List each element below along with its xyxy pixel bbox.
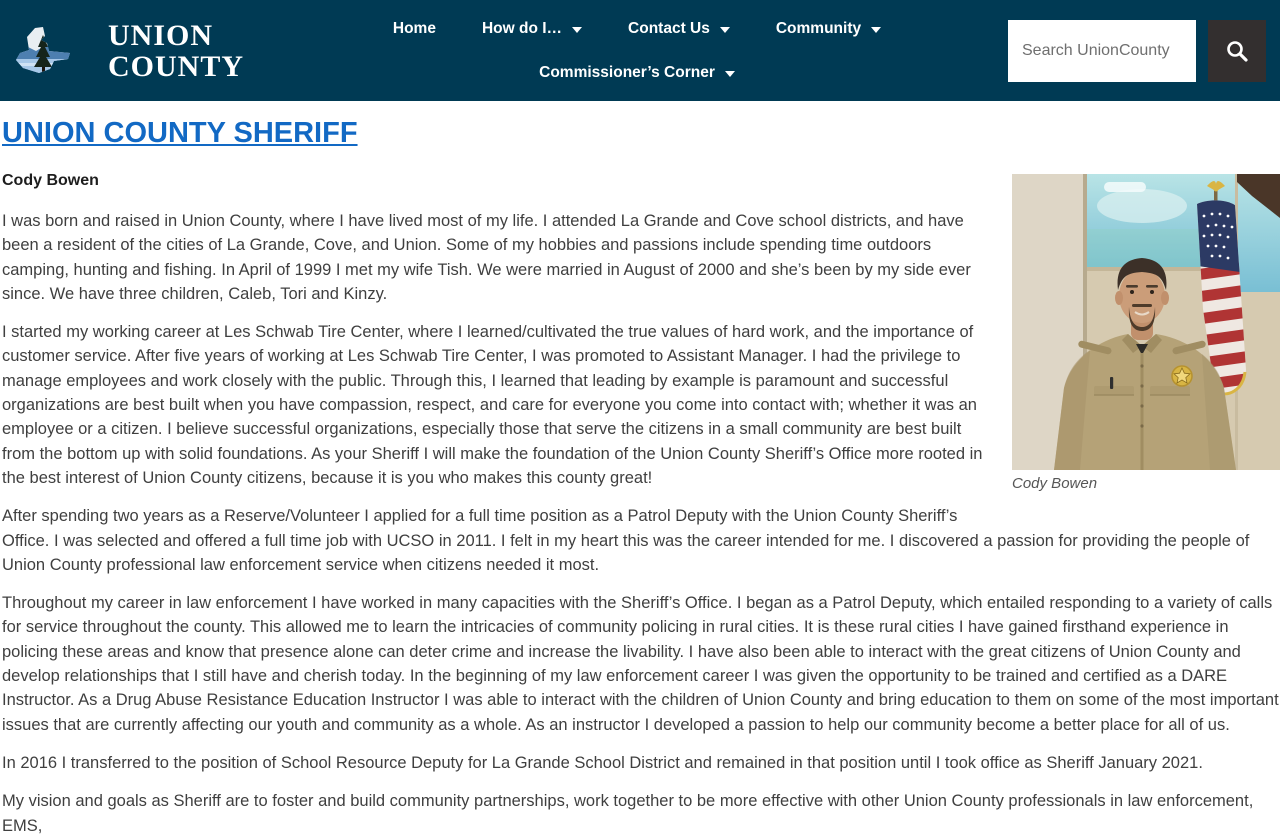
chevron-down-icon [871,27,881,33]
bio-paragraph: My vision and goals as Sheriff are to foster and build community partnerships, work together to be more effective with other Union County professionals in law enforcement, EMS, [2,792,1254,835]
site-title [108,20,244,82]
bio-paragraph: Throughout my career in law enforcement I have worked in many capacities with the Sheriff’s Office. I began as a Patrol Deputy, which entailed responding to a variety of calls for service throughout the county. This allowed me to learn the intricacies of community policing in rural cities. It is these rural cities I have gained firsthand experience in policing these areas and know that presence alone can deter crime and increase the livability. I have also been able to interact with the great citizens of Union County and develop relationships that I still have and cherish today. In the beginning of my law enforcement career I was given the opportunity to be trained and certified as a DARE Instructor. As a Drug Abuse Resistance Education Instructor I was able to interact with the children of Union County and bring education to them on some of the most important issues that are currently affecting our youth and community as a whole. As an instructor I developed a passion to help our community become a better place for all of us. [2,594,1279,734]
page-title-link[interactable]: UNION COUNTY SHERIFF [2,117,358,149]
chevron-down-icon [725,71,735,77]
bio-paragraph: In 2016 I transferred to the position of School Resource Deputy for La Grande School District and remained in that position until I took office as Sheriff January 2021. [2,753,1203,772]
county-map-logo-icon [14,27,72,75]
nav-label: Commissioner’s Corner [539,63,715,81]
page-title [2,117,1280,150]
chevron-down-icon [720,27,730,33]
page-content [0,101,1280,838]
photo-caption: Cody Bowen [1012,475,1098,492]
sheriff-photo-figure [1012,174,1280,492]
site-logo-home-link[interactable] [14,20,276,82]
nav-row-1 [393,20,881,38]
main-nav [276,20,1008,82]
nav-item-commissioners-corner[interactable] [539,64,735,82]
nav-item-how-do-i[interactable] [482,20,582,38]
search-icon [1225,39,1249,63]
site-header [0,0,1280,101]
search-input[interactable] [1008,20,1196,82]
site-title-line1: UNION [108,18,214,52]
nav-label: How do I… [481,19,563,37]
nav-item-home[interactable] [393,20,436,38]
nav-row-2 [539,64,735,82]
bio-paragraph: After spending two years as a Reserve/Volunteer I applied for a full time position as a Patrol Deputy with the Union County Sheriff’s Office. I was selected and offered a full time job with UCSO in 2011. I felt in my heart this was the career intended for me. I discovered a passion for providing the people of Union County professional law enforcement service when citizens needed it most. [2,507,1250,574]
nav-item-community[interactable] [776,20,881,38]
search-button[interactable] [1208,20,1266,82]
site-search [1008,20,1266,82]
nav-item-contact-us[interactable] [628,20,730,38]
nav-label: Community [775,19,862,37]
subtitle-cody-bowen: Cody Bowen [2,172,99,189]
chevron-down-icon [572,27,582,33]
nav-label: Contact Us [628,19,710,37]
site-title-line2: COUNTY [108,49,245,83]
bio-paragraph: I started my working career at Les Schwab Tire Center, where I learned/cultivated the true values of hard work, and the importance of customer service. After five years of working at Les Schwab Tire Center, I was promoted to Assistant Manager. I had the privilege to manage employees and work closely with the public. Through this, I learned that leading by example is paramount and successful organizations are best built when you have compassion, respect, and care for everyone you come into contact with; whether it was an employee or a citizen. I believe successful organizations, especially those that serve the citizens in a small community are best built from the bottom up with solid foundations. As your Sheriff I will make the foundation of the Union County Sheriff’s Office more rooted in the best interest of Union County citizens, because it is you who makes this county great! [2,323,983,487]
sheriff-photo [1012,174,1280,470]
nav-label: Home [392,19,436,37]
bio-paragraph: I was born and raised in Union County, where I have lived most of my life. I attended La Grande and Cove school districts, and have been a resident of the cities of La Grande, Cove, and Union. Some of my hobbies and passions include spending time outdoors camping, hunting and fishing. In April of 1999 I met my wife Tish. We were married in August of 2000 and she’s been by my side ever since. We have three children, Caleb, Tori and Kinzy. [2,212,971,303]
